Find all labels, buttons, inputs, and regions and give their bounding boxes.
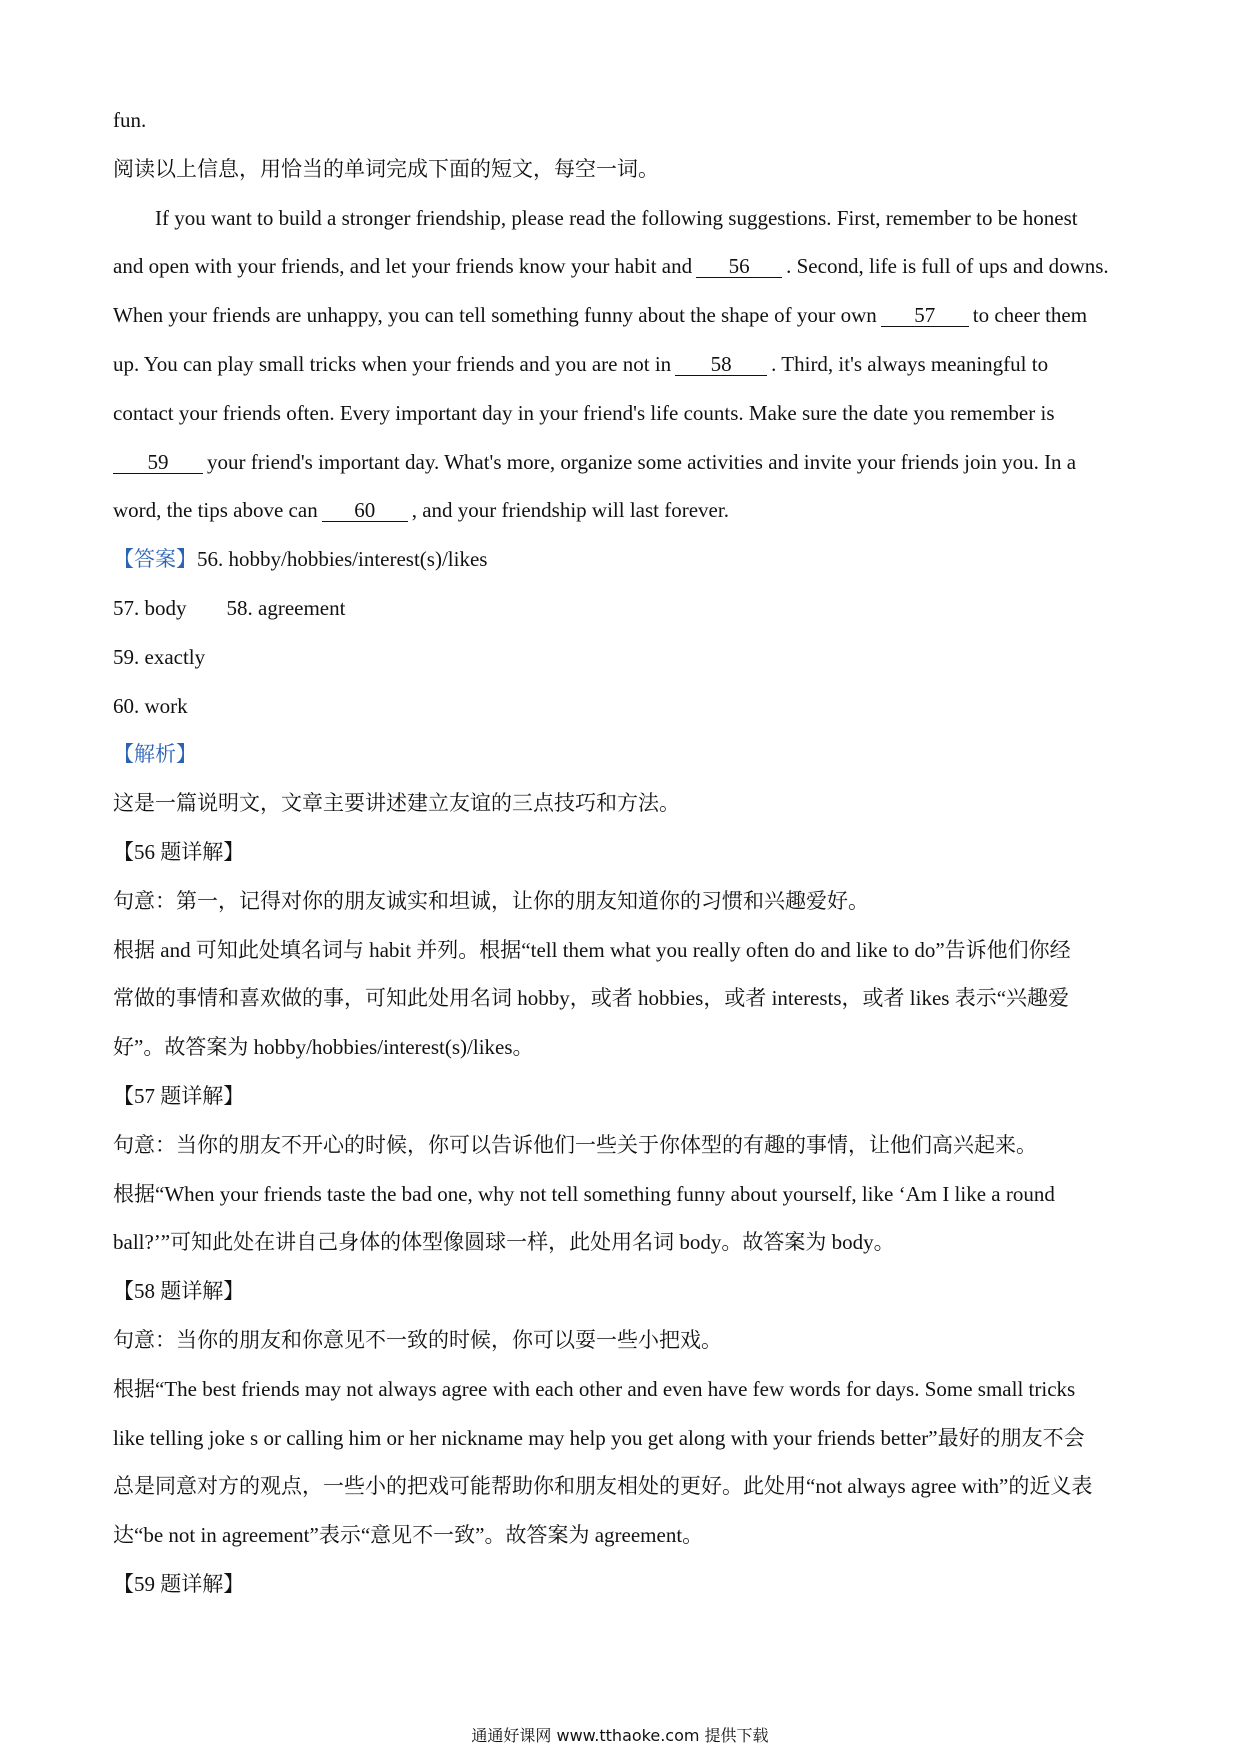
- passage-line: [113, 291, 1133, 340]
- instruction-line: 阅读以上信息，用恰当的单词完成下面的短文，每空一词。: [113, 156, 659, 181]
- analysis-line: 句意：当你的朋友和你意见不一致的时候，你可以耍一些小把戏。: [113, 1327, 722, 1352]
- analysis-line: 达“be not in agreement”表示“意见不一致”。故答案为 agreement。: [113, 1523, 704, 1548]
- passage-text: your friend's important day. What's more, organize some activities and invite your friends join you. In a: [207, 449, 1077, 474]
- passage-text: . Third, it's always meaningful to: [771, 351, 1049, 376]
- passage-text: and open with your friends, and let your friends know your habit and: [113, 254, 693, 279]
- analysis-tag: 【解析】: [113, 742, 197, 767]
- section-heading-56: 【56 题详解】: [113, 839, 245, 864]
- section-heading-59: 【59 题详解】: [113, 1571, 245, 1596]
- passage-line: [113, 438, 1133, 487]
- passage-line: [113, 340, 1133, 389]
- analysis-summary: 这是一篇说明文，文章主要讲述建立友谊的三点技巧和方法。: [113, 791, 680, 816]
- analysis-line: 根据“When your friends taste the bad one, why not tell something funny about yourself, like ‘Am I like a round: [113, 1181, 1055, 1206]
- analysis-line: like telling joke s or calling him or her nickname may help you get along with your friends better”最好的朋友不会: [113, 1425, 1085, 1450]
- passage-text: to cheer them: [972, 303, 1088, 328]
- passage-line: contact your friends often. Every important day in your friend's life counts. Make sure the date you remember is: [113, 400, 1055, 425]
- passage-line: [113, 486, 1133, 535]
- answer-57: 57. body: [113, 595, 187, 620]
- analysis-line: 句意：当你的朋友不开心的时候，你可以告诉他们一些关于你体型的有趣的事情，让他们高兴起来。: [113, 1132, 1037, 1157]
- section-heading-58: 【58 题详解】: [113, 1279, 245, 1304]
- analysis-line: 根据 and 可知此处填名词与 habit 并列。根据“tell them what you really often do and like to do”告诉他们你经: [113, 937, 1071, 962]
- blank-56: 56: [696, 255, 782, 278]
- analysis-line: 常做的事情和喜欢做的事，可知此处用名词 hobby，或者 hobbies，或者 interests，或者 likes 表示“兴趣爱: [113, 986, 1070, 1011]
- analysis-line: ball?’”可知此处在讲自己身体的体型像圆球一样，此处用名词 body。故答案为 body。: [113, 1230, 895, 1255]
- passage-text: . Second, life is full of ups and downs.: [786, 254, 1109, 279]
- answer-line: [113, 584, 1133, 633]
- analysis-line: 根据“The best friends may not always agree with each other and even have few words for days. Some small tricks: [113, 1376, 1076, 1401]
- analysis-line: 句意：第一，记得对你的朋友诚实和坦诚，让你的朋友知道你的习惯和兴趣爱好。: [113, 888, 869, 913]
- answer-tag: 【答案】: [113, 547, 197, 572]
- answer-59: 59. exactly: [113, 644, 206, 669]
- blank-60: 60: [322, 499, 408, 522]
- page-footer: 通通好课网 www.tthaoke.com 提供下载: [471, 1726, 769, 1745]
- answer-56: 56. hobby/hobbies/interest(s)/likes: [197, 547, 488, 572]
- passage-text: up. You can play small tricks when your friends and you are not in: [113, 351, 672, 376]
- answer-58: 58. agreement: [226, 595, 346, 620]
- passage-text: When your friends are unhappy, you can tell something funny about the shape of your own: [113, 303, 877, 328]
- blank-59: 59: [113, 451, 203, 474]
- text-line: fun.: [113, 108, 147, 132]
- passage-text: , and your friendship will last forever.: [411, 498, 729, 523]
- blank-57: 57: [881, 304, 969, 327]
- blank-58: 58: [675, 353, 767, 376]
- analysis-line: 好”。故答案为 hobby/hobbies/interest(s)/likes。: [113, 1035, 534, 1060]
- section-heading-57: 【57 题详解】: [113, 1083, 245, 1108]
- answer-line: [113, 535, 1133, 584]
- document-page: [113, 96, 1133, 1609]
- passage-text: word, the tips above can: [113, 498, 318, 523]
- analysis-line: 总是同意对方的观点，一些小的把戏可能帮助你和朋友相处的更好。此处用“not always agree with”的近义表: [113, 1474, 1093, 1499]
- passage-line: [113, 242, 1133, 291]
- answer-60: 60. work: [113, 693, 188, 718]
- passage-line: If you want to build a stronger friendship, please read the following suggestions. First, remember to be honest: [155, 205, 1078, 230]
